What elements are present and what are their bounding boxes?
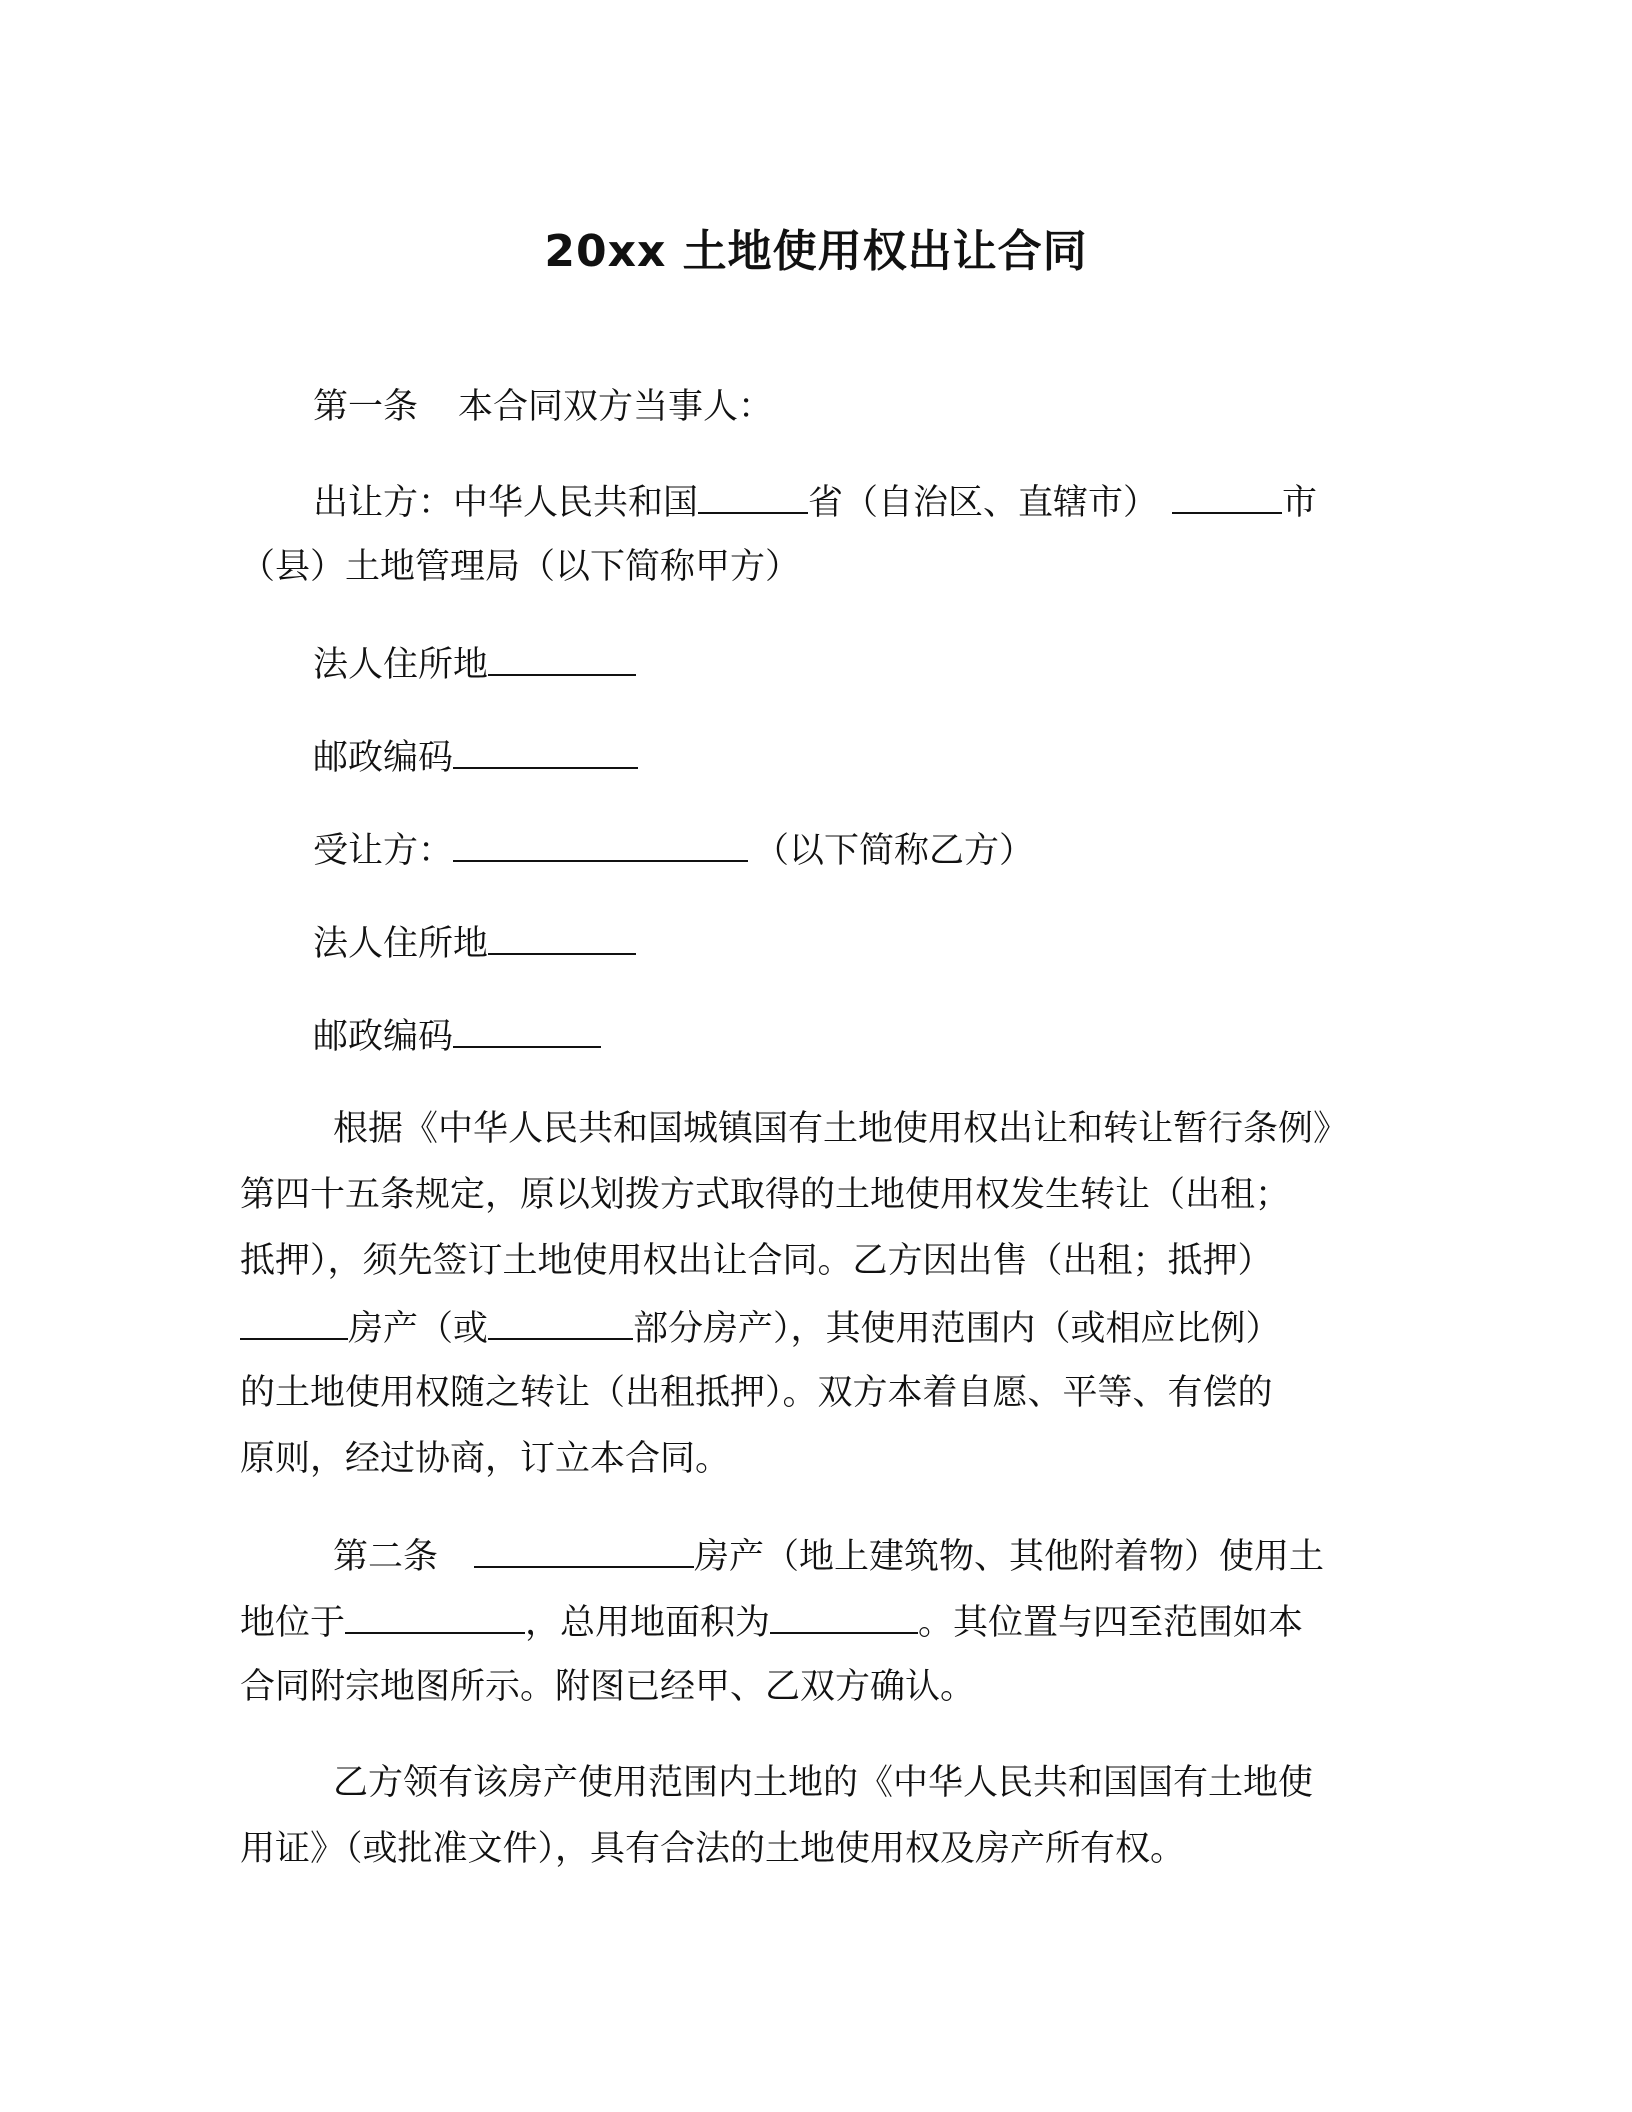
grantor-postcode-line (313, 733, 638, 781)
document-title: 20xx 土地使用权出让合同 (544, 226, 1088, 277)
certificate-line-1: 乙方领有该房产使用范围内土地的《中华人民共和国国有土地使 (333, 1763, 1314, 1803)
article2-line-2a: 地位于 (240, 1603, 346, 1643)
article2-line-2 (240, 1598, 1303, 1646)
partial-property-blank (488, 1304, 633, 1340)
grantee-address-blank (488, 919, 636, 955)
property-blank (240, 1304, 348, 1340)
article2-line-1 (333, 1532, 1324, 1580)
grantor-prefix: 出让方：中华人民共和国 (313, 483, 699, 523)
area-blank (770, 1598, 918, 1634)
preamble-line-4b: 部分房产），其使用范围内（或相应比例） (633, 1309, 1281, 1349)
preamble-line-6: 原则，经过协商，订立本合同。 (240, 1439, 731, 1479)
grantee-suffix: （以下简称乙方） (754, 831, 1035, 871)
grantee-postcode-blank (453, 1012, 601, 1048)
article1-heading-text: 本合同双方当事人： (458, 387, 774, 427)
preamble-line-4 (240, 1304, 1281, 1352)
grantee-address-line (313, 919, 636, 967)
grantee-label: 受让方： (313, 831, 454, 871)
article1-heading: 第一条 (313, 387, 419, 427)
grantor-postcode-label: 邮政编码 (313, 738, 454, 778)
article2-line-1-suffix: 房产（地上建筑物、其他附着物）使用土 (694, 1537, 1325, 1577)
grantee-blank (453, 826, 748, 862)
article2-property-blank (474, 1532, 694, 1568)
location-blank (345, 1598, 525, 1634)
grantee-postcode-line (313, 1012, 601, 1060)
grantor-address-line (313, 640, 636, 688)
preamble-line-5: 的土地使用权随之转让（出租抵押）。双方本着自愿、平等、有偿的 (240, 1373, 1273, 1413)
preamble-line-4a: 房产（或 (348, 1309, 489, 1349)
city-blank (1172, 478, 1282, 514)
grantor-postcode-blank (453, 733, 638, 769)
grantor-mid: 省（自治区、直辖市） (808, 483, 1159, 523)
article2-line-2c: 。其位置与四至范围如本 (918, 1603, 1304, 1643)
grantor-address-blank (488, 640, 636, 676)
article2-line-2b: ，总用地面积为 (525, 1603, 771, 1643)
province-blank (698, 478, 808, 514)
grantor-line-2: （县）土地管理局（以下简称甲方） (240, 547, 801, 587)
grantee-address-label: 法人住所地 (313, 924, 489, 964)
grantor-line (313, 478, 1317, 526)
grantor-address-label: 法人住所地 (313, 645, 489, 685)
preamble-line-3: 抵押），须先签订土地使用权出让合同。乙方因出售（出租；抵押） (240, 1241, 1273, 1281)
grantee-line (313, 826, 1034, 874)
grantor-suffix: 市 (1282, 483, 1318, 523)
preamble-line-2: 第四十五条规定，原以划拨方式取得的土地使用权发生转让（出租； (240, 1175, 1291, 1215)
article2-line-3: 合同附宗地图所示。附图已经甲、乙双方确认。 (240, 1667, 976, 1707)
article1-heading-line (313, 384, 773, 430)
grantee-postcode-label: 邮政编码 (313, 1017, 454, 1057)
preamble-line-1: 根据《中华人民共和国城镇国有土地使用权出让和转让暂行条例》 (333, 1109, 1349, 1149)
article2-heading: 第二条 (333, 1537, 439, 1577)
certificate-line-2: 用证》（或批准文件），具有合法的土地使用权及房产所有权。 (240, 1829, 1186, 1869)
